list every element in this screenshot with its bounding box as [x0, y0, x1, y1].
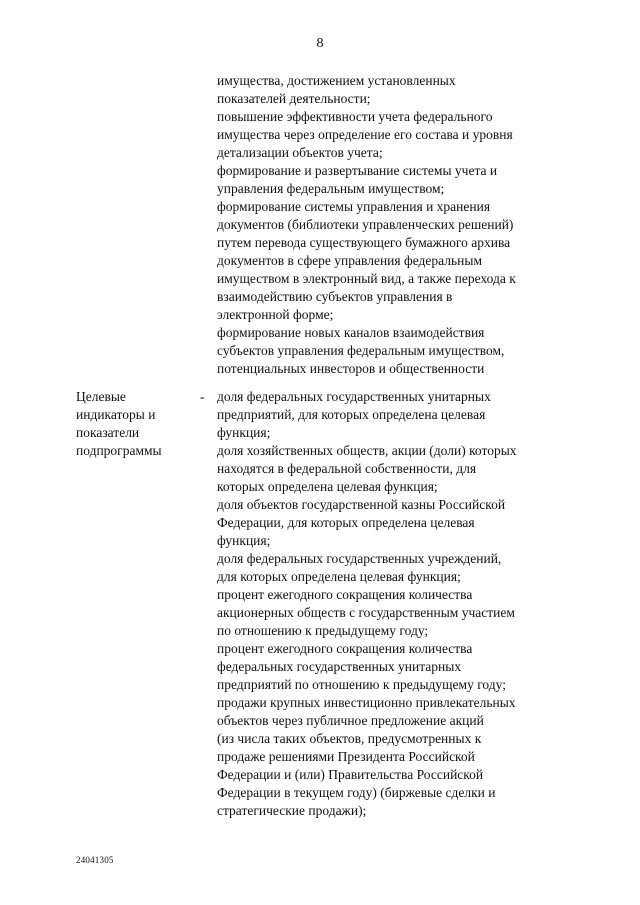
text-line: которых определена целевая функция;: [217, 479, 438, 494]
text-line: повышение эффективности учета федерального: [217, 109, 493, 124]
text-line: доля хозяйственных обществ, акции (доли) которых: [217, 443, 517, 458]
text-line: показателей деятельности;: [217, 91, 371, 106]
label-line: подпрограммы: [76, 443, 162, 458]
label-line: показатели: [76, 425, 140, 440]
text-line: электронной форме;: [217, 307, 334, 322]
text-line: процент ежегодного сокращения количества: [217, 587, 473, 602]
text-line: Федерации в текущем году) (биржевые сделки и: [217, 785, 496, 800]
text-line: формирование и развертывание системы учета и: [217, 163, 498, 178]
text-line: находятся в федеральной собственности, для: [217, 461, 477, 476]
target-indicators-label: [76, 388, 196, 460]
text-line: объектов через публичное предложение акций: [217, 713, 484, 728]
text-line: доля объектов государственной казны Российской: [217, 497, 506, 512]
text-line: продажи крупных инвестиционно привлекательных: [217, 695, 516, 710]
text-line: субъектов управления федеральным имуществом,: [217, 343, 505, 358]
text-line: Федерации, для которых определена целевая: [217, 515, 475, 530]
text-line: акционерных обществ с государственным участием: [217, 605, 515, 620]
target-indicators-text: [217, 388, 557, 820]
label-line: Целевые: [76, 389, 126, 404]
text-line: управления федеральным имуществом;: [217, 181, 445, 196]
text-line: Федерации и (или) Правительства Российской: [217, 767, 484, 782]
text-line: для которых определена целевая функция;: [217, 569, 461, 584]
label-line: индикаторы и: [76, 407, 156, 422]
text-line: предприятий, для которых определена целевая: [217, 407, 486, 422]
text-line: имущества через определение его состава и уровня: [217, 127, 513, 142]
text-line: путем перевода существующего бумажного архива: [217, 235, 511, 250]
text-line: федеральных государственных унитарных: [217, 659, 462, 674]
row-dash: -: [200, 389, 205, 404]
text-line: стратегические продажи);: [217, 803, 367, 818]
text-line: процент ежегодного сокращения количества: [217, 641, 473, 656]
text-line: (из числа таких объектов, предусмотренных к: [217, 731, 482, 746]
text-line: документов (библиотеки управленческих решений): [217, 217, 514, 232]
text-line: доля федеральных государственных учреждений,: [217, 551, 502, 566]
text-line: имуществом в электронный вид, а также перехода к: [217, 271, 516, 286]
text-line: доля федеральных государственных унитарных: [217, 389, 491, 404]
goals-continuation-text: [217, 72, 557, 378]
text-line: взаимодействию субъектов управления в: [217, 289, 453, 304]
text-line: продаже решениями Президента Российской: [217, 749, 475, 764]
text-line: формирование системы управления и хранения: [217, 199, 491, 214]
text-line: функция;: [217, 425, 271, 440]
page-number: 8: [316, 36, 324, 51]
text-line: детализации объектов учета;: [217, 145, 383, 160]
text-line: по отношению к предыдущему году;: [217, 623, 429, 638]
text-line: функция;: [217, 533, 271, 548]
document-code: 24041305: [76, 855, 114, 865]
text-line: формирование новых каналов взаимодействия: [217, 325, 485, 340]
text-line: предприятий по отношению к предыдущему году;: [217, 677, 506, 692]
text-line: документов в сфере управления федеральным: [217, 253, 482, 268]
text-line: имущества, достижением установленных: [217, 73, 456, 88]
text-line: потенциальных инвесторов и общественности: [217, 361, 485, 376]
